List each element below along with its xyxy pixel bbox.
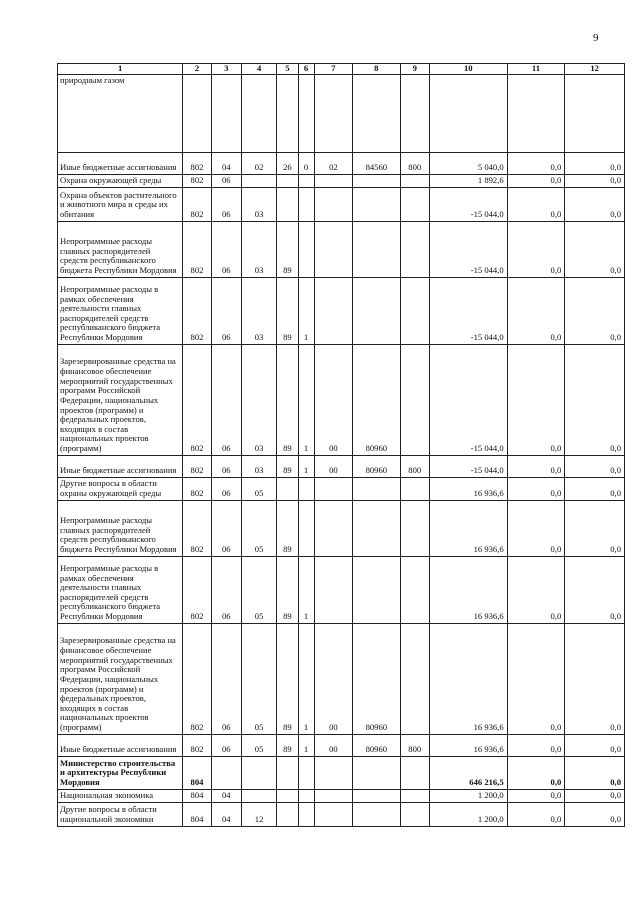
table-cell: 0,0 <box>565 477 625 500</box>
table-cell <box>400 344 429 455</box>
table-cell: 1 <box>298 734 314 756</box>
column-header: 12 <box>565 64 625 75</box>
row-name-cell: Другие вопросы в области охраны окружающей среды <box>58 477 183 500</box>
table-cell: 0,0 <box>507 789 565 802</box>
row-name-cell: Непрограммные расходы в рамках обеспечения деятельности главных распорядителей средств республиканского бюджета Республики Мордовия <box>58 277 183 344</box>
table-cell: 1 <box>298 277 314 344</box>
table-cell: 00 <box>314 734 352 756</box>
table-cell <box>565 75 625 153</box>
table-row <box>58 75 625 153</box>
row-name-cell: Иные бюджетные ассигнования <box>58 153 183 175</box>
table-cell: 0,0 <box>507 221 565 277</box>
table-cell: 0,0 <box>565 734 625 756</box>
table-cell: 89 <box>277 455 298 477</box>
table-cell: 03 <box>241 455 276 477</box>
table-cell: 16 936,6 <box>429 477 507 500</box>
table-cell: 89 <box>277 221 298 277</box>
table-cell <box>314 187 352 221</box>
row-name-cell: Национальная экономика <box>58 789 183 802</box>
table-cell <box>353 802 401 826</box>
table-cell: 802 <box>183 477 211 500</box>
row-name-cell: природным газом <box>58 75 183 153</box>
table-cell: 03 <box>241 344 276 455</box>
row-name-cell: Иные бюджетные ассигнования <box>58 455 183 477</box>
row-name-cell: Охрана объектов растительного и животного мира и среды их обитания <box>58 187 183 221</box>
table-cell: 1 200,0 <box>429 789 507 802</box>
table-cell <box>353 187 401 221</box>
table-cell <box>353 477 401 500</box>
table-cell <box>400 277 429 344</box>
table-cell: 12 <box>241 802 276 826</box>
table-cell: 89 <box>277 344 298 455</box>
row-name-cell: Иные бюджетные ассигнования <box>58 734 183 756</box>
row-name-cell: Непрограммные расходы в рамках обеспечения деятельности главных распорядителей средств республиканского бюджета Республики Мордовия <box>58 556 183 623</box>
table-cell: 0,0 <box>507 153 565 175</box>
table-cell: 06 <box>211 344 241 455</box>
table-cell <box>353 756 401 789</box>
column-header: 11 <box>507 64 565 75</box>
table-cell <box>277 75 298 153</box>
table-cell <box>277 756 298 789</box>
table-cell: 05 <box>241 500 276 556</box>
table-cell <box>314 277 352 344</box>
table-cell: 1 <box>298 455 314 477</box>
row-name-cell: Зарезервированные средства на финансовое обеспечение мероприятий государственных программ Российской Федерации, национальных проектов (программ) и федеральных проектов, входящих в состав национальных проектов (программ) <box>58 623 183 734</box>
column-header: 4 <box>241 64 276 75</box>
table-cell: 04 <box>211 789 241 802</box>
table-cell: 89 <box>277 556 298 623</box>
table-cell: 0,0 <box>565 500 625 556</box>
table-row <box>58 153 625 175</box>
table-cell: 02 <box>241 153 276 175</box>
table-cell: -15 044,0 <box>429 187 507 221</box>
table-cell: 16 936,6 <box>429 500 507 556</box>
table-cell: 0,0 <box>565 344 625 455</box>
table-cell <box>298 500 314 556</box>
table-cell: 06 <box>211 734 241 756</box>
table-cell: 89 <box>277 277 298 344</box>
table-cell: 06 <box>211 175 241 188</box>
table-cell: 802 <box>183 153 211 175</box>
table-cell: 1 <box>298 623 314 734</box>
table-cell: 0,0 <box>565 187 625 221</box>
table-cell: 0,0 <box>507 500 565 556</box>
table-row <box>58 221 625 277</box>
table-cell: 80960 <box>353 344 401 455</box>
table-row <box>58 500 625 556</box>
table-cell: 06 <box>211 556 241 623</box>
table-row <box>58 175 625 188</box>
table-cell: 0 <box>298 153 314 175</box>
table-cell <box>277 187 298 221</box>
table-cell: 26 <box>277 153 298 175</box>
table-row <box>58 556 625 623</box>
table-cell: 802 <box>183 277 211 344</box>
column-header: 6 <box>298 64 314 75</box>
table-cell: 16 936,6 <box>429 734 507 756</box>
row-name-cell: Министерство строительства и архитектуры Республики Мордовия <box>58 756 183 789</box>
table-cell: 0,0 <box>507 455 565 477</box>
table-cell: -15 044,0 <box>429 221 507 277</box>
table-cell <box>400 477 429 500</box>
table-cell <box>211 756 241 789</box>
table-cell: 802 <box>183 455 211 477</box>
table-cell <box>298 175 314 188</box>
table-cell: 05 <box>241 623 276 734</box>
table-cell: 0,0 <box>565 789 625 802</box>
table-cell <box>353 221 401 277</box>
table-cell <box>314 477 352 500</box>
table-cell: 89 <box>277 734 298 756</box>
table-cell <box>298 477 314 500</box>
table-cell: -15 044,0 <box>429 277 507 344</box>
table-row <box>58 734 625 756</box>
table-cell: 646 216,5 <box>429 756 507 789</box>
table-cell <box>298 802 314 826</box>
table-cell <box>277 175 298 188</box>
table-cell: 0,0 <box>507 623 565 734</box>
table-cell: 804 <box>183 802 211 826</box>
table-cell <box>277 477 298 500</box>
table-cell: 802 <box>183 187 211 221</box>
table-cell: 1 200,0 <box>429 802 507 826</box>
table-row <box>58 277 625 344</box>
table-cell <box>400 75 429 153</box>
table-cell: 06 <box>211 500 241 556</box>
table-cell: 802 <box>183 344 211 455</box>
table-cell: 16 936,6 <box>429 556 507 623</box>
row-name-cell: Непрограммные расходы главных распорядителей средств республиканского бюджета Республики Мордовия <box>58 500 183 556</box>
table-cell <box>400 802 429 826</box>
table-cell <box>241 175 276 188</box>
table-cell <box>314 802 352 826</box>
table-cell: 0,0 <box>507 734 565 756</box>
table-cell <box>353 75 401 153</box>
table-cell: 06 <box>211 277 241 344</box>
table-cell: 802 <box>183 556 211 623</box>
table-header-row <box>58 64 625 75</box>
table-cell <box>314 175 352 188</box>
table-cell: 0,0 <box>507 277 565 344</box>
table-row <box>58 623 625 734</box>
table-cell: 80960 <box>353 455 401 477</box>
table-cell <box>400 221 429 277</box>
table-cell: 06 <box>211 455 241 477</box>
table-cell <box>429 75 507 153</box>
table-cell: 84560 <box>353 153 401 175</box>
table-cell <box>353 175 401 188</box>
table-cell <box>298 221 314 277</box>
table-cell: 00 <box>314 344 352 455</box>
table-cell <box>400 789 429 802</box>
table-cell: 06 <box>211 187 241 221</box>
table-cell: 04 <box>211 153 241 175</box>
table-cell <box>183 75 211 153</box>
table-cell: 0,0 <box>565 175 625 188</box>
table-cell: 0,0 <box>507 344 565 455</box>
table-cell: 04 <box>211 802 241 826</box>
table-cell: 0,0 <box>565 455 625 477</box>
page-number: 9 <box>593 32 599 44</box>
table-cell: 80960 <box>353 623 401 734</box>
table-cell: 0,0 <box>565 623 625 734</box>
table-cell <box>400 500 429 556</box>
table-cell: 802 <box>183 500 211 556</box>
table-cell: 802 <box>183 734 211 756</box>
table-cell: 16 936,6 <box>429 623 507 734</box>
table-cell: -15 044,0 <box>429 455 507 477</box>
table-cell <box>298 75 314 153</box>
table-row <box>58 802 625 826</box>
budget-table <box>57 63 625 827</box>
table-cell: 03 <box>241 187 276 221</box>
column-header: 10 <box>429 64 507 75</box>
row-name-cell: Другие вопросы в области национальной экономики <box>58 802 183 826</box>
table-cell: 05 <box>241 556 276 623</box>
column-header: 2 <box>183 64 211 75</box>
table-cell <box>400 623 429 734</box>
table-cell: 0,0 <box>565 221 625 277</box>
table-cell: 802 <box>183 221 211 277</box>
row-name-cell: Охрана окружающей среды <box>58 175 183 188</box>
table-cell: 06 <box>211 623 241 734</box>
table-cell: 1 892,6 <box>429 175 507 188</box>
table-cell <box>400 756 429 789</box>
table-cell <box>298 756 314 789</box>
column-header: 7 <box>314 64 352 75</box>
table-cell: 5 040,0 <box>429 153 507 175</box>
table-cell <box>400 175 429 188</box>
column-header: 5 <box>277 64 298 75</box>
table-cell <box>314 556 352 623</box>
table-cell <box>241 756 276 789</box>
table-cell <box>353 500 401 556</box>
table-cell <box>241 75 276 153</box>
table-cell: 00 <box>314 623 352 734</box>
table-cell: 05 <box>241 734 276 756</box>
table-cell: 80960 <box>353 734 401 756</box>
table-cell: 02 <box>314 153 352 175</box>
table-cell <box>298 187 314 221</box>
table-cell <box>400 556 429 623</box>
table-cell: 0,0 <box>507 187 565 221</box>
table-row <box>58 344 625 455</box>
table-row <box>58 455 625 477</box>
table-cell: -15 044,0 <box>429 344 507 455</box>
table-cell: 00 <box>314 455 352 477</box>
table-cell: 0,0 <box>565 756 625 789</box>
table-cell: 0,0 <box>565 556 625 623</box>
table-cell <box>314 789 352 802</box>
table-cell <box>353 556 401 623</box>
table-cell: 0,0 <box>565 153 625 175</box>
table-cell: 0,0 <box>507 802 565 826</box>
table-cell: 03 <box>241 277 276 344</box>
table-cell: 802 <box>183 623 211 734</box>
column-header: 9 <box>400 64 429 75</box>
table-cell: 06 <box>211 221 241 277</box>
table-cell: 0,0 <box>507 175 565 188</box>
table-cell <box>298 789 314 802</box>
table-cell <box>400 187 429 221</box>
table-cell: 0,0 <box>507 477 565 500</box>
table-cell <box>314 221 352 277</box>
table-cell: 89 <box>277 623 298 734</box>
table-cell: 800 <box>400 455 429 477</box>
column-header: 3 <box>211 64 241 75</box>
table-row <box>58 789 625 802</box>
table-cell <box>277 789 298 802</box>
table-cell <box>314 75 352 153</box>
table-cell <box>314 756 352 789</box>
table-cell: 804 <box>183 789 211 802</box>
column-header: 8 <box>353 64 401 75</box>
table-cell <box>353 277 401 344</box>
table-cell <box>277 802 298 826</box>
table-cell: 05 <box>241 477 276 500</box>
table-cell: 0,0 <box>565 802 625 826</box>
row-name-cell: Непрограммные расходы главных распорядителей средств республиканского бюджета Республики Мордовия <box>58 221 183 277</box>
table-cell: 0,0 <box>565 277 625 344</box>
table-cell: 802 <box>183 175 211 188</box>
table-row <box>58 756 625 789</box>
table-cell <box>353 789 401 802</box>
table-cell: 03 <box>241 221 276 277</box>
table-cell: 06 <box>211 477 241 500</box>
table-row <box>58 187 625 221</box>
table-cell: 800 <box>400 734 429 756</box>
column-header: 1 <box>58 64 183 75</box>
table-cell: 89 <box>277 500 298 556</box>
table-cell: 1 <box>298 344 314 455</box>
table-cell <box>211 75 241 153</box>
table-cell <box>241 789 276 802</box>
table-cell: 0,0 <box>507 756 565 789</box>
table-cell: 804 <box>183 756 211 789</box>
table-cell <box>507 75 565 153</box>
row-name-cell: Зарезервированные средства на финансовое обеспечение мероприятий государственных программ Российской Федерации, национальных проектов (программ) и федеральных проектов, входящих в состав национальных проектов (программ) <box>58 344 183 455</box>
table-cell <box>314 500 352 556</box>
table-cell: 0,0 <box>507 556 565 623</box>
table-cell: 800 <box>400 153 429 175</box>
table-row <box>58 477 625 500</box>
table-cell: 1 <box>298 556 314 623</box>
